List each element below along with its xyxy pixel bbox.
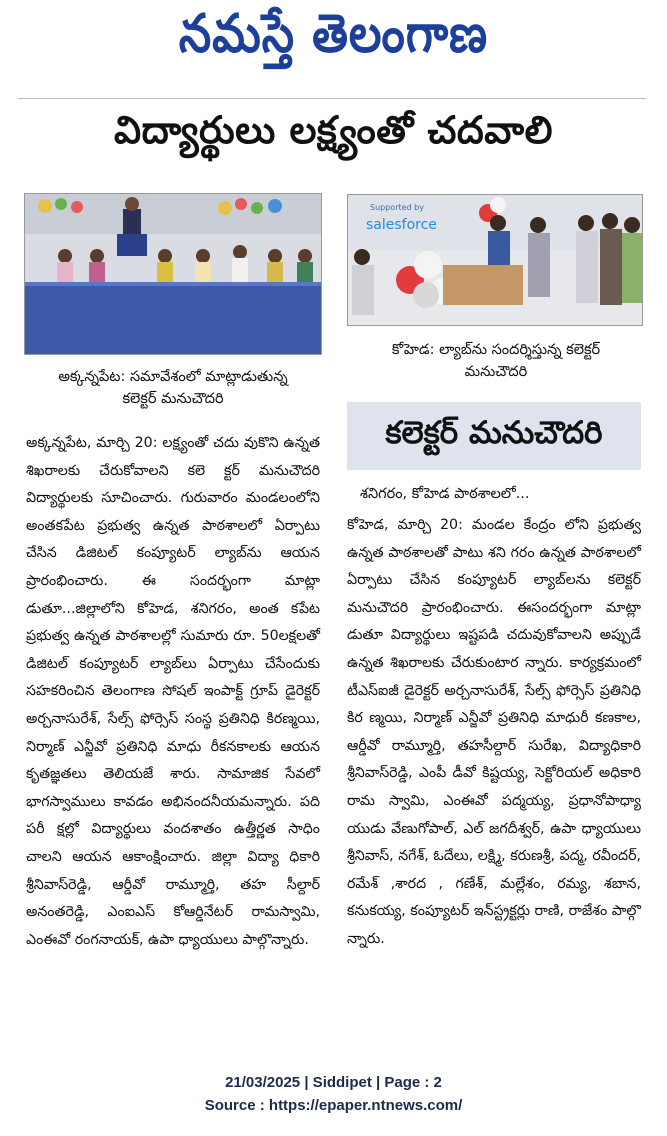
photo-left: [24, 193, 322, 355]
meeting-photo-image: [25, 194, 321, 354]
photo-right-caption: కోహెడ: ల్యాబ్‌ను సందర్శిస్తున్న కలెక్టర్ మనుచౌదరి: [391, 342, 601, 380]
footer-dateline: 21/03/2025 | Siddipet | Page : 2: [225, 1074, 442, 1091]
article-headline: విద్యార్థులు లక్ష్యంతో చదవాలి: [114, 108, 553, 152]
banner-small-text: Supported by: [370, 203, 424, 212]
subhead-box: [347, 402, 641, 470]
photo-right: [347, 194, 643, 326]
divider: [18, 98, 646, 99]
masthead: [0, 0, 667, 80]
footer-source: Source : https://epaper.ntnews.com/: [204, 1097, 463, 1114]
left-column-body: అక్కన్నపేట, మార్చి 20: లక్ష్యంతో చదు వుకొని ఉన్నత శిఖరాలకు చేరుకోవాలని కలె క్టర్ మనుచౌదరి విద్యార్థులకు సూచించారు. గురువారం మండలంలోని అంతకపేట ప్రభుత్వ ఉన్నత పాఠశాలలో ఏర్పాటు చేసిన డిజిటల్ కంప్యూటర్ ల్యాబ్‌ను ఆయన ప్రారంభించారు. ఈ సందర్భంగా మాట్లా డుతూ...జిల్లాలోని కోహెడ, శనిగరం, అంత కపేట ప్రభుత్వ ఉన్నత పాఠశాలల్లో సుమారు రూ. 50లక్షలతో డిజిటల్ కంప్యూటర్ ల్యాబ్‌లు ఏర్పాటు చేసేందుకు సహకరించిన తెలంగాణ సోషల్ ఇంపాక్ట్ గ్రూప్ డైరెక్టర్ అర్చనాసురేశ్, సేల్స్ ఫోర్సెస్ సంస్థ ప్రతినిధి కిరణ్మయి, నిర్మాణ్ ఎన్జీవో ప్రతినిధి మాధు రీకనకాలకు ఆయన కృతజ్ఞతలు తెలియజే శారు. సామాజిక సేవలో భాగస్వాములు కావడం అభినందనీయమన్నారు. పది పరీ క్షల్లో విద్యార్థులు వందశాతం ఉత్తీర్ణత సాధిం చాలని ఆయన ఆకాంక్షించారు. జిల్లా విద్యా ధికారి శ్రీనివాస్‌రెడ్డి, ఆర్డీవో రామ్మూర్తి, తహ సీల్దార్ అనంతరెడ్డి, ఎంఐఎస్ కోఆర్డినేటర్ రామస్వామి, ఎంఈవో రంగనాయక్, ఉపా ధ్యాయులు పాల్గొన్నారు.: [26, 435, 320, 948]
right-column-body: కోహెడ, మార్చి 20: మండల కేంద్రం లోని ప్రభుత్వ ఉన్నత పాఠశాలతో పాటు శని గరం ఉన్నత పాఠశాలలో ఏర్పాటు చేసిన కంప్యూటర్ ల్యాబ్‌లను కలెక్టర్ మనుచౌదరి ప్రారంభించారు. ఈసందర్భంగా మాట్లా డుతూ విద్యార్థులు ఇష్టపడి చదువుకోవాలని అప్పుడే ఉన్నత శిఖరాలకు చేరుకుంటార న్నారు. కార్యక్రమంలో టీఎస్ఐజీ డైరెక్టర్ అర్చనాసురేశ్, సేల్స్ ఫోర్సెస్ ప్రతినిధి కిర ణ్మయి, నిర్మాణ్ ఎన్జీవో ప్రతినిధి మాధురీ కణకాల, ఆర్డీవో రామ్మూర్తి, తహసీల్దార్ సురేఖ, విద్యాధికారి శ్రీనివాస్‌రెడ్డి, ఎంపీ డీవో కిష్టయ్య, సెక్టోరియల్ అధికారి రామ స్వామి, ఎంఈవో పద్మయ్య, ప్రధానోపాధ్యా యుడు వేణుగోపాల్, ఎల్ జగదీశ్వర్, ఉపా ధ్యాయులు శ్రీనివాస్, నగేశ్, ఓదేలు, లక్ష్మి, కరుణశ్రీ, పద్మ, రవీందర్, రమేశ్ ,శారద , గణేశ్, మల్లేశం, రమ్య, శబాన, కనుకయ్య, కంప్యూటర్ ఇన్‌స్ట్రక్టర్లు రాణి, రాజేశం పాల్గొ న్నారు.: [347, 517, 641, 947]
newspaper-title: నమస్తే తెలంగాణ: [178, 2, 489, 65]
lab-photo-image: [348, 195, 642, 325]
photo-left-caption: అక్కన్నపేట: సమావేశంలో మాట్లాడుతున్న కలెక్టర్ మనుచౌదరి: [58, 369, 288, 407]
subhead-title: కలెక్టర్ మనుచౌదరి: [385, 414, 603, 451]
banner-text: salesforce: [366, 217, 437, 233]
right-column-kicker: శనిగరం, కోహెడ పాఠశాలలో...: [360, 486, 530, 502]
